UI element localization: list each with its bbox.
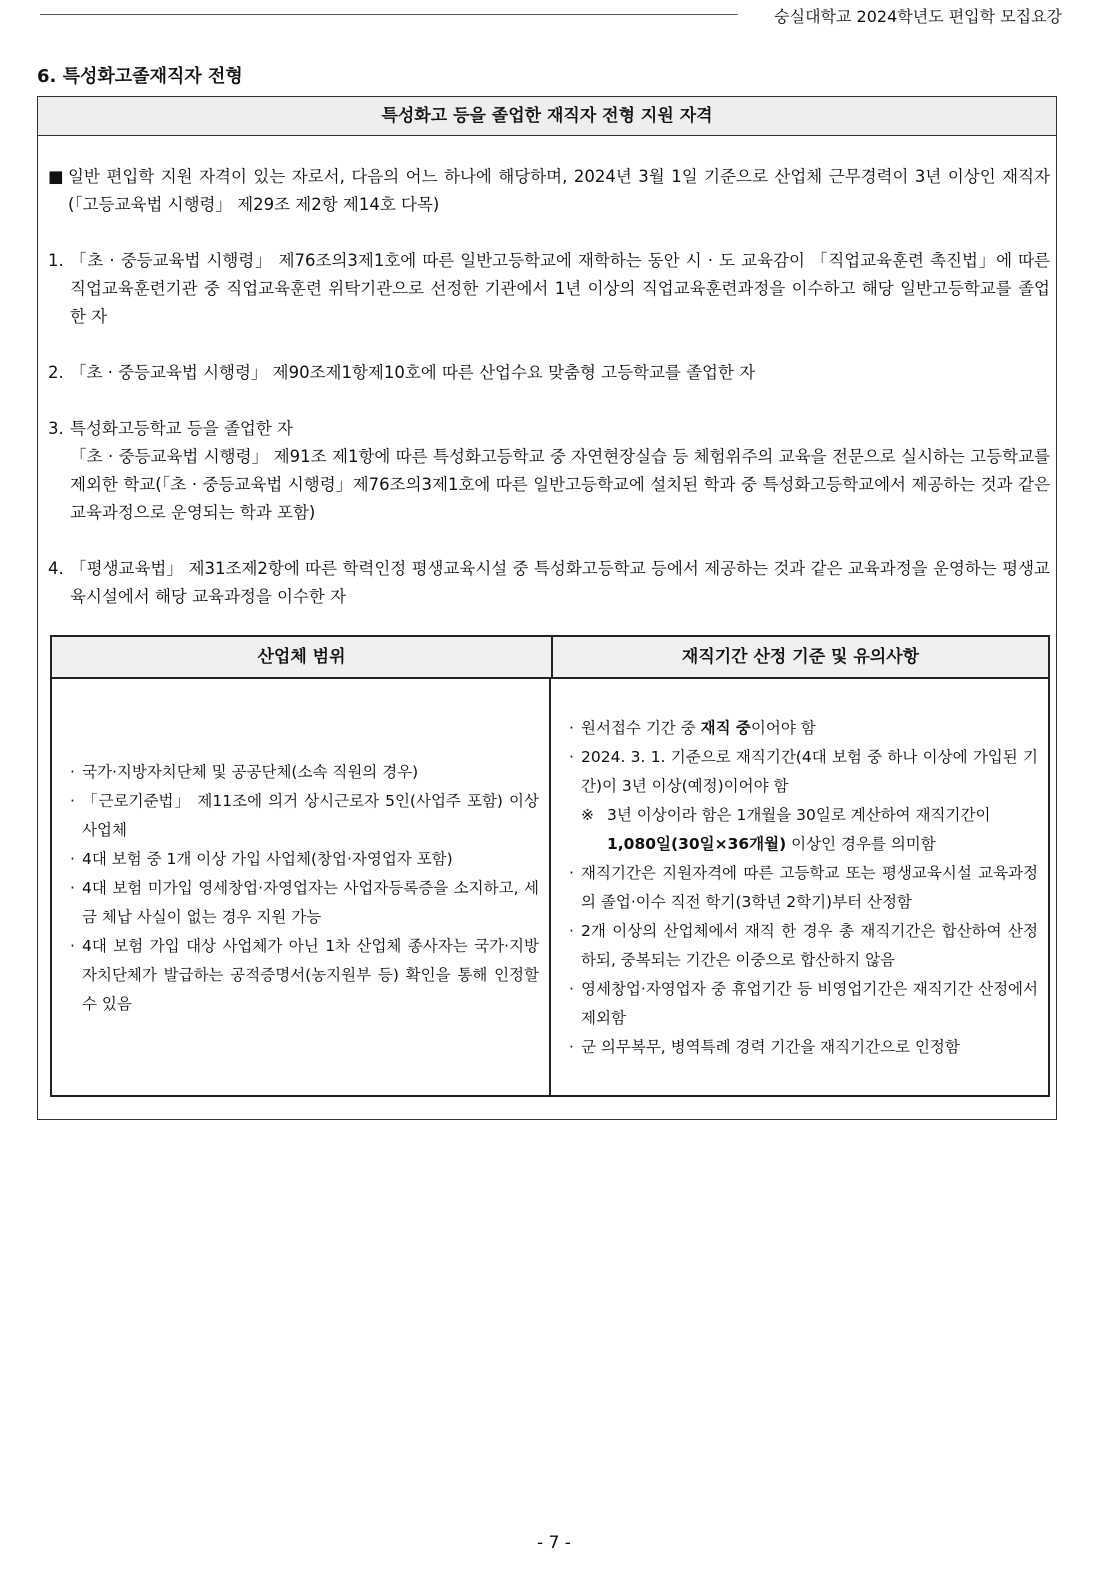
intro-text: 일반 편입학 지원 자격이 있는 자로서, 다음의 어느 하나에 해당하며, 2024년 3월 1일 기준으로 산업체 근무경력이 3년 이상인 재직자(「고등교육법 시행령」 제29조 제2항 제14호 다목) <box>68 167 1050 214</box>
item-text: 「초 · 중등교육법 시행령」 제90조제1항제10호에 따른 산업수요 맞춤형 고등학교를 졸업한 자 <box>70 363 756 382</box>
industry-criteria-table <box>50 635 1050 1097</box>
item-text: 「초 · 중등교육법 시행령」 제76조의3제1호에 따른 일반고등학교에 재학하는 동안 시 · 도 교육감이 「직업교육훈련 촉진법」에 따른 직업교육훈련기관 중 직업교육훈련 위탁기관으로 선정한 기관에서 1년 이상의 직업교육훈련과정을 이수하고 해당 일반고등학교를 졸업한 자 <box>70 251 1050 326</box>
note-item: ※ 3년 이상이라 함은 1개월을 30일로 계산하여 재직기간이 <box>569 801 1038 830</box>
column-header-industry-scope: 산업체 범위 <box>52 637 553 677</box>
list-item: · 4대 보험 미가입 영세창업·자영업자는 사업자등록증을 소지하고, 세금 체납 사실이 없는 경우 지원 가능 <box>70 878 539 926</box>
list-item: · 「근로기준법」 제11조에 의거 상시근로자 5인(사업주 포함) 이상 사업체 <box>70 791 539 839</box>
item-number: 2. <box>48 363 64 382</box>
header-rule <box>40 14 738 15</box>
eligibility-item-3 <box>48 415 1050 527</box>
eligibility-item-2 <box>48 359 1050 387</box>
eligibility-item-1 <box>48 247 1050 331</box>
list-item: · 4대 보험 가입 대상 사업체가 아닌 1차 산업체 종사자는 국가·지방자치단체가 발급하는 공적증명서(농지원부 등) 확인을 통해 인정할 수 있음 <box>70 936 539 1013</box>
item-text: 「평생교육법」 제31조제2항에 따른 학력인정 평생교육시설 중 특성화고등학교 등에서 제공하는 것과 같은 교육과정을 운영하는 평생교육시설에서 해당 교육과정을 이수한 자 <box>70 559 1050 606</box>
page-number: - 7 - <box>537 1533 571 1553</box>
item-number: 4. <box>48 559 64 578</box>
item-text: 특성화고등학교 등을 졸업한 자 <box>70 419 293 438</box>
item-detail: 「초 · 중등교육법 시행령」 제91조 제1항에 따른 특성화고등학교 중 자연현장실습 등 체험위주의 교육을 전문으로 실시하는 고등학교를 제외한 학교(「초 · 중등교육법 시행령」제76조의3제1호에 따른 일반고등학교에 설치된 학과 중 특성화고등학교에서 제공하는 것과 같은 교육과정으로 운영되는 학과 포함) <box>70 447 1050 522</box>
column-header-employment-criteria: 재직기간 산정 기준 및 유의사항 <box>681 647 920 667</box>
page-header-title: 숭실대학교 2024학년도 편입학 모집요강 <box>774 7 1062 26</box>
list-item: · 2개 이상의 산업체에서 재직 한 경우 총 재직기간은 합산하여 산정하되, 중복되는 기간은 이중으로 합산하지 않음 <box>569 922 1038 969</box>
section-title: 6. 특성화고졸재직자 전형 <box>37 66 243 87</box>
eligibility-box <box>37 96 1057 1120</box>
item-number: 1. <box>48 251 64 270</box>
list-item: · 원서접수 기간 중 재직 중이어야 함 <box>569 719 816 737</box>
intro-paragraph <box>48 163 1050 219</box>
item-number: 3. <box>48 419 64 438</box>
list-item: · 4대 보험 중 1개 이상 가입 사업체(창업·자영업자 포함) <box>70 849 453 868</box>
square-bullet-icon: ■ <box>48 167 64 186</box>
eligibility-heading: 특성화고 등을 졸업한 재직자 전형 지원 자격 <box>38 97 1056 136</box>
list-item: · 재직기간은 지원자격에 따른 고등학교 또는 평생교육시설 교육과정의 졸업·이수 직전 학기(3학년 2학기)부터 산정함 <box>569 864 1038 911</box>
industry-scope-cell <box>52 679 551 1097</box>
employment-criteria-cell <box>551 679 1048 1097</box>
table-body-row <box>52 679 1048 1097</box>
list-item: · 군 의무복무, 병역특례 경력 기간을 재직기간으로 인정함 <box>569 1038 960 1056</box>
eligibility-item-4 <box>48 555 1050 611</box>
reference-mark-icon: ※ <box>581 806 594 824</box>
list-item: · 2024. 3. 1. 기준으로 재직기간(4대 보험 중 하나 이상에 가입된 기간)이 3년 이상(예정)이어야 함 <box>569 748 1038 795</box>
list-item: · 국가·지방자치단체 및 공공단체(소속 직원의 경우) <box>70 762 419 781</box>
table-header-row <box>52 637 1048 679</box>
list-item: · 영세창업·자영업자 중 휴업기간 등 비영업기간은 재직기간 산정에서 제외함 <box>569 980 1038 1027</box>
note-item-continued: 1,080일(30일×36개월) 이상인 경우를 의미함 <box>607 835 936 853</box>
